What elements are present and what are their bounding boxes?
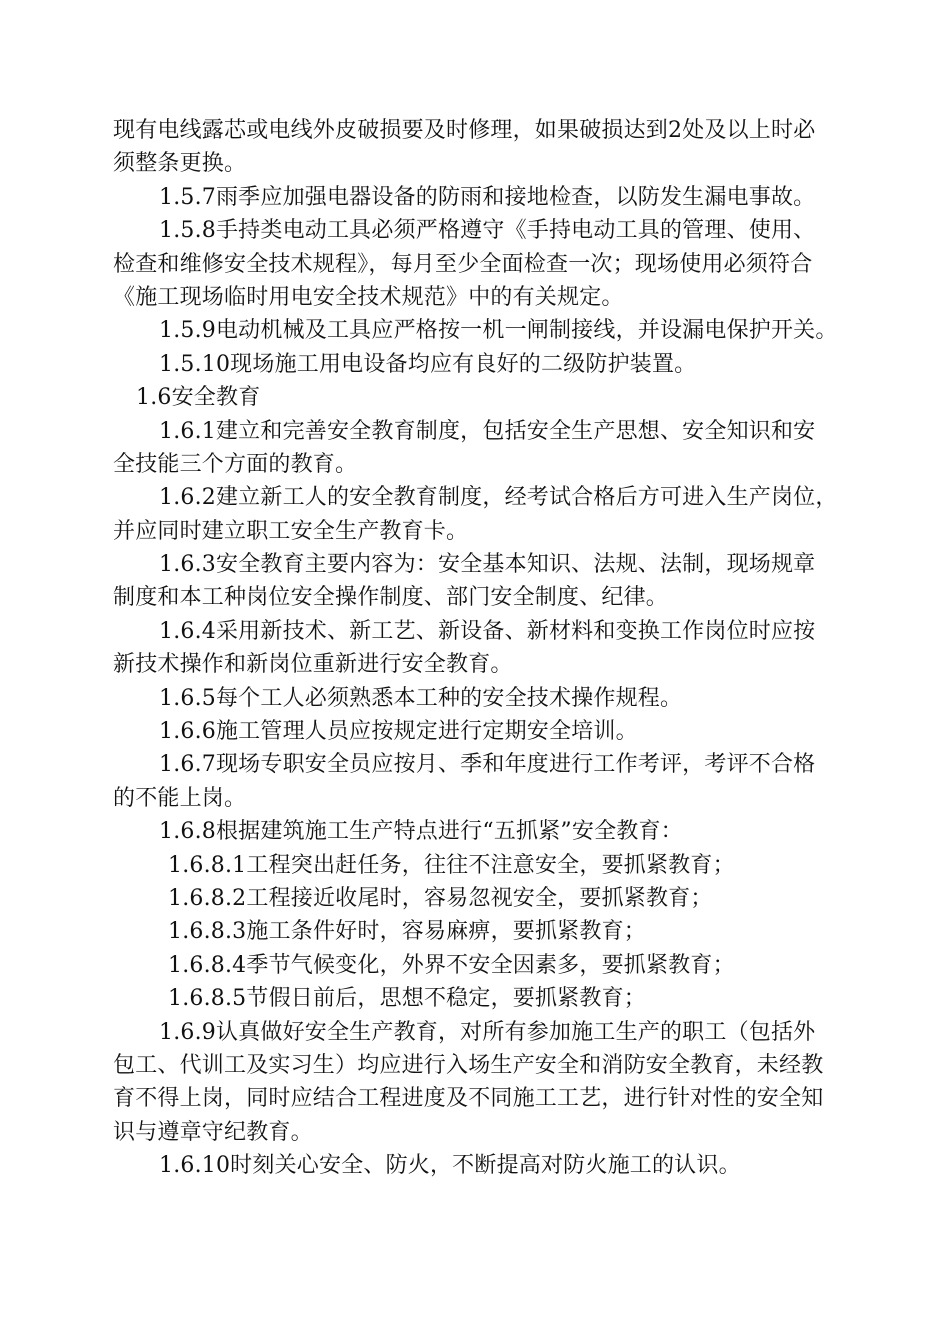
document-text-line: 1.5.10现场施工用电设备均应有良好的二级防护装置。 [159, 351, 697, 377]
document-text-line: 1.6.8.3施工条件好时，容易麻痹，要抓紧教育； [168, 919, 646, 945]
document-text-line: 1.5.7雨季应加强电器设备的防雨和接地检查，以防发生漏电事故。 [159, 184, 816, 210]
document-text-line: 1.6.8.5节假日前后，思想不稳定，要抓紧教育； [168, 986, 646, 1012]
document-text-line: 1.6.6施工管理人员应按规定进行定期安全培训。 [159, 719, 638, 745]
document-text-line: 全技能三个方面的教育。 [113, 451, 358, 477]
document-text-line: 1.6.8.2工程接近收尾时，容易忽视安全，要抓紧教育； [168, 885, 713, 911]
document-text-line: 检查和维修安全技术规程》，每月至少全面检查一次；现场使用必须符合 [113, 251, 813, 277]
document-text-line: 1.6.8根据建筑施工生产特点进行“五抓紧”安全教育： [159, 819, 683, 845]
document-text-line: 1.6.3安全教育主要内容为：安全基本知识、法规、法制，现场规章 [159, 552, 816, 578]
document-text-line: 1.6.10时刻关心安全、防火，不断提高对防火施工的认识。 [159, 1153, 741, 1179]
document-text-line: 1.6.8.4季节气候变化，外界不安全因素多，要抓紧教育； [168, 952, 735, 978]
document-text-line: 育不得上岗，同时应结合工程进度及不同施工工艺，进行针对性的安全知 [113, 1086, 824, 1112]
document-text-line: 须整条更换。 [113, 151, 247, 177]
document-text-line: 1.5.9电动机械及工具应严格按一机一闸制接线，并设漏电保护开关。 [159, 318, 838, 344]
document-text-line: 识与遵章守纪教育。 [113, 1119, 313, 1145]
document-text-line: 1.6.1建立和完善安全教育制度，包括安全生产思想、安全知识和安 [159, 418, 816, 444]
section-heading: 1.6安全教育 [136, 385, 261, 411]
document-text-line: 1.6.9认真做好安全生产教育，对所有参加施工生产的职工（包括外 [159, 1019, 816, 1045]
document-text-line: 新技术操作和新岗位重新进行安全教育。 [113, 652, 513, 678]
document-text-line: 1.6.7现场专职安全员应按月、季和年度进行工作考评，考评不合格 [159, 752, 816, 778]
document-text-line: 1.5.8手持类电动工具必须严格遵守《手持电动工具的管理、使用、 [159, 218, 816, 244]
document-text-line: 《施工现场临时用电安全技术规范》中的有关规定。 [113, 284, 624, 310]
document-text-line: 1.6.2建立新工人的安全教育制度，经考试合格后方可进入生产岗位， [159, 485, 838, 511]
document-text-line: 1.6.8.1工程突出赶任务，往往不注意安全，要抓紧教育； [168, 852, 735, 878]
document-text-line: 1.6.5每个工人必须熟悉本工种的安全技术操作规程。 [159, 685, 683, 711]
document-text-line: 1.6.4采用新技术、新工艺、新设备、新材料和变换工作岗位时应按 [159, 618, 816, 644]
document-text-line: 并应同时建立职工安全生产教育卡。 [113, 518, 469, 544]
document-text-line: 制度和本工种岗位安全操作制度、部门安全制度、纪律。 [113, 585, 669, 611]
document-body [113, 114, 838, 1183]
document-text-line: 现有电线露芯或电线外皮破损要及时修理，如果破损达到2处及以上时必 [113, 118, 816, 143]
document-text-line: 包工、代训工及实习生）均应进行入场生产安全和消防安全教育，未经教 [113, 1052, 824, 1078]
document-text-line: 的不能上岗。 [113, 785, 247, 811]
